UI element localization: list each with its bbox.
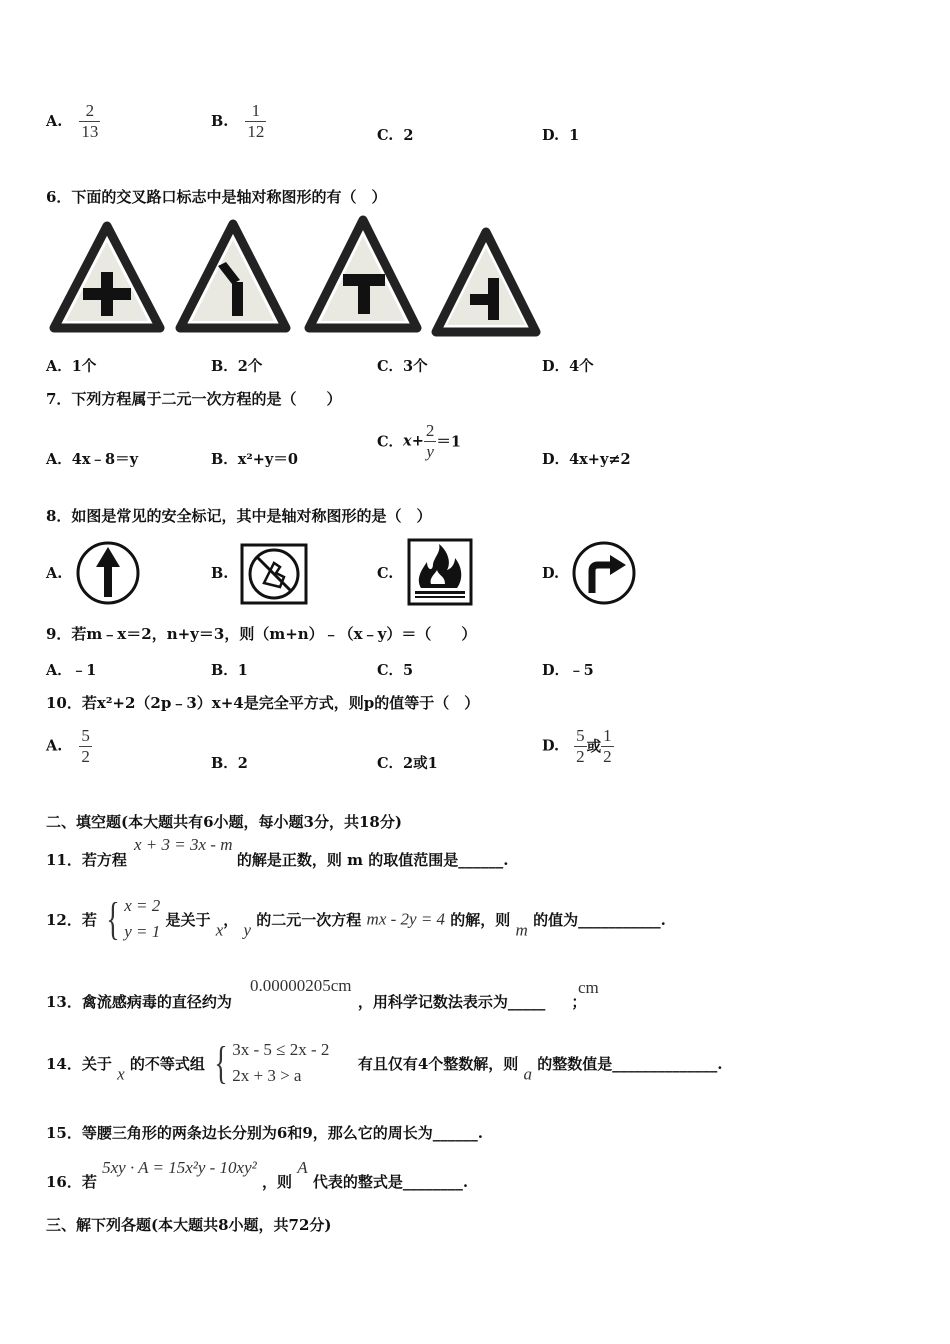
q8-stem: 8．如图是常见的安全标记，其中是轴对称图形的是（ ） — [46, 507, 432, 525]
turn-right-circle-icon — [570, 539, 638, 607]
equation-system: { x = 2 y = 1 — [106, 893, 161, 945]
q6-option-b: B．2个 — [211, 358, 263, 375]
option-label: A. — [46, 112, 63, 130]
q7-option-b: B．x²+y＝0 — [211, 451, 298, 468]
q10-option-c: C．2或1 — [377, 755, 438, 772]
section-2-heading: 二、填空题(本大题共有6小题，每小题3分，共18分) — [46, 813, 402, 831]
inequality-system: { 3x - 5 ≤ 2x - 2 2x + 3 > a — [214, 1037, 330, 1089]
fraction: $\frac{1}{2}$ — [603, 726, 612, 766]
q6-option-a: A．1个 — [46, 358, 97, 375]
q5-option-d: D. 1 — [542, 127, 580, 144]
q14-stem: 14．关于 x 的不等式组 { 3x - 5 ≤ 2x - 2 2x + 3 > a 有且仅有4个整数解，则 a 的整数值是______________. — [46, 1037, 723, 1089]
sign-t-junction-icon — [303, 214, 423, 334]
q9-option-b: B．1 — [211, 662, 248, 679]
q7-option-c: C．x+ $\frac{2}{y}$ ＝1 — [377, 421, 461, 461]
flammable-sign-icon — [407, 538, 473, 606]
q10-option-b: B．2 — [211, 755, 248, 772]
q13-number: 0.00000205cm — [250, 976, 352, 995]
no-phone-sign-icon — [240, 543, 308, 605]
q9-option-d: D．﹣5 — [542, 662, 594, 679]
q7-option-d: D．4x+y≠2 — [542, 451, 631, 468]
sign-side-road-icon — [430, 226, 542, 338]
sign-crossroad-icon — [48, 220, 166, 334]
q10-option-a: A. $\frac{5}{2}$ — [46, 726, 90, 766]
q9-option-a: A．﹣1 — [46, 662, 97, 679]
fraction: $\frac{2}{13}$ — [81, 101, 99, 141]
fraction: $\frac{2}{y}$ — [425, 421, 435, 461]
fraction: $\frac{5}{2}$ — [576, 726, 585, 766]
q9-stem: 9．若m﹣x＝2，n+y＝3，则（m+n）﹣（x﹣y）＝（ ） — [46, 625, 477, 643]
q6-stem: 6．下面的交叉路口标志中是轴对称图形的有（ ） — [46, 188, 387, 206]
fraction: $\frac{5}{2}$ — [81, 726, 90, 766]
q8-label-c: C. — [377, 565, 394, 582]
q10-option-d: D. $\frac{5}{2}$ 或 $\frac{1}{2}$ — [542, 726, 612, 766]
q10-stem: 10．若x²+2（2p﹣3）x+4是完全平方式，则p的值等于（ ） — [46, 694, 480, 712]
q7-stem: 7．下列方程属于二元一次方程的是（ ） — [46, 390, 342, 408]
q11-equation: x + 3 = 3x - m — [134, 835, 233, 854]
q8-label-b: B. — [211, 565, 229, 582]
q9-option-c: C．5 — [377, 662, 414, 679]
q6-option-c: C．3个 — [377, 358, 428, 375]
q5-option-a — [46, 101, 100, 141]
q11-stem: 11．若方程 的解是正数，则 m 的取值范围是______. — [46, 851, 509, 869]
q8-label-a: A. — [46, 565, 63, 582]
q8-label-d: D. — [542, 565, 560, 582]
q5-option-c: C. 2 — [377, 127, 414, 144]
section-3-heading: 三、解下列各题(本大题共8小题，共72分) — [46, 1216, 332, 1234]
q6-option-d: D．4个 — [542, 358, 594, 375]
q7-option-a: A．4x﹣8＝y — [46, 451, 139, 468]
fraction: $\frac{1}{12}$ — [247, 101, 265, 141]
q12-stem: 12．若 { x = 2 y = 1 是关于 x， y 的二元一次方程 mx - 2y = 4 的解，则 m 的值为___________. — [46, 893, 666, 945]
q15-stem: 15．等腰三角形的两条边长分别为6和9，那么它的周长为______. — [46, 1124, 483, 1142]
q16-stem: 16．若 5xy · A = 15x²y - 10xy² ，则 A 代表的整式是________. — [46, 1158, 469, 1191]
option-label: B. — [211, 112, 229, 130]
q5-option-b — [211, 101, 266, 141]
q13-unit: cm — [578, 978, 599, 997]
q13-stem: 13．禽流感病毒的直径约为 ，用科学记数法表示为_____ ； — [46, 993, 587, 1011]
sign-y-junction-icon — [174, 218, 292, 334]
arrow-up-circle-icon — [74, 539, 142, 607]
